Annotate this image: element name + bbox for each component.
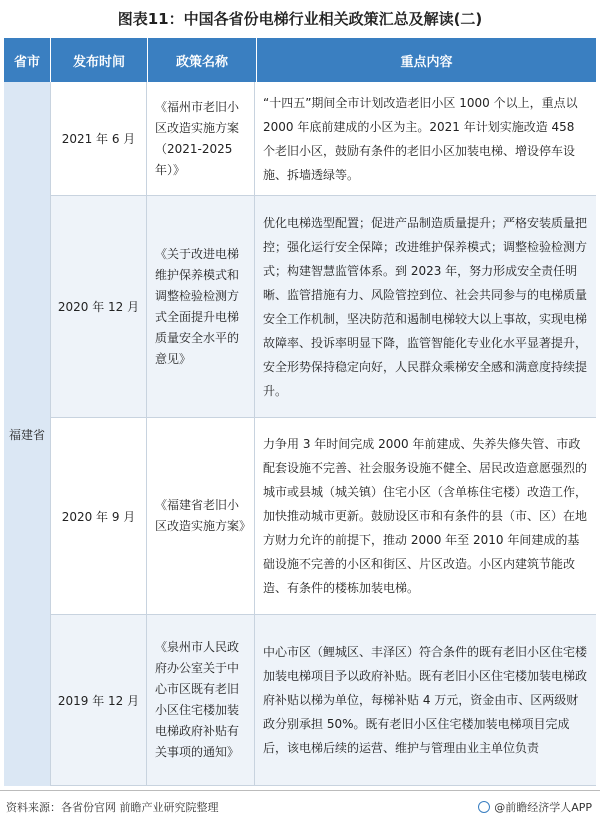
table-header — [4, 38, 596, 82]
row-date: 2020 年 9 月 — [51, 418, 147, 614]
row-key-content: 力争用 3 年时间完成 2000 年前建成、失养失修失管、市政配套设施不完善、社会服务设施不健全、居民改造意愿强烈的城市或县城（城关镇）住宅小区（含单栋住宅楼）改造工作，加快推动城市更新。鼓励设区市和有条件的县（市、区）在地方财力允许的前提下，推动 2000 年至 2010 年间建成的基础设施不完善的小区和街区、片区改造。小区内建筑节能改造、有条件的楼栋加装电梯。 — [263, 437, 588, 595]
header-date: 发布时间 — [51, 38, 148, 82]
brand-mark — [478, 799, 592, 815]
table-row — [51, 196, 596, 418]
policy-table — [4, 38, 596, 786]
brand-logo-icon — [478, 801, 490, 813]
header-name: 政策名称 — [148, 38, 257, 82]
source-note: 资料来源：各省份官网 前瞻产业研究院整理 — [6, 801, 219, 814]
row-policy-name: 《福建省老旧小区改造实施方案》 — [147, 418, 255, 614]
table-rows — [51, 82, 596, 786]
header-province: 省市 — [4, 38, 51, 82]
row-key-content: “十四五”期间全市计划改造老旧小区 1000 个以上，重点以 2000 年底前建成的小区为主。2021 年计划实施改造 458 个老旧小区，鼓励有条件的老旧小区加装电梯、增设停车设施、拆墙透绿等。 — [263, 95, 578, 182]
province-cell: 福建省 — [4, 82, 51, 786]
page-title: 图表11：中国各省份电梯行业相关政策汇总及解读(二) — [117, 10, 483, 28]
table-row — [51, 82, 596, 196]
header-key: 重点内容 — [400, 54, 453, 70]
row-policy-name: 《关于改进电梯维护保养模式和调整检验检测方式全面提升电梯质量安全水平的意见》 — [147, 196, 255, 417]
table-body — [4, 82, 596, 786]
footer — [0, 790, 600, 820]
row-policy-name: 《福州市老旧小区改造实施方案（2021-2025年）》 — [147, 82, 255, 195]
row-date: 2020 年 12 月 — [51, 196, 147, 417]
table-row — [51, 615, 596, 786]
row-key-content: 中心市区（鲤城区、丰泽区）符合条件的既有老旧小区住宅楼加装电梯项目予以政府补贴。既有老旧小区住宅楼加装电梯政府补贴以梯为单位，每梯补贴 4 万元，资金由市、区两级财政分别承担 50%。既有老旧小区住宅楼加装电梯项目完成后，该电梯后续的运营、维护与管理由业主单位负责 — [263, 645, 588, 755]
table-row — [51, 418, 596, 615]
brand-text: @前瞻经济学人APP — [494, 801, 592, 814]
row-date: 2019 年 12 月 — [51, 615, 147, 785]
row-policy-name: 《泉州市人民政府办公室关于中心市区既有老旧小区住宅楼加装电梯政府补贴有关事项的通知》 — [147, 615, 255, 785]
row-date: 2021 年 6 月 — [51, 82, 147, 195]
row-key-content: 优化电梯选型配置；促进产品制造质量提升；严格安装质量把控；强化运行安全保障；改进维护保养模式；调整检验检测方式；构建智慧监管体系。到 2023 年，努力形成安全责任明晰、监管措施有力、风险管控到位、社会共同参与的电梯质量安全工作机制，坚决防范和遏制电梯较大以上事故，实现电梯故障率、投诉率明显下降，监管智能化专业化水平显著提升，安全形势保持稳定向好，人民群众乘梯安全感和满意度持续提升。 — [263, 215, 588, 398]
